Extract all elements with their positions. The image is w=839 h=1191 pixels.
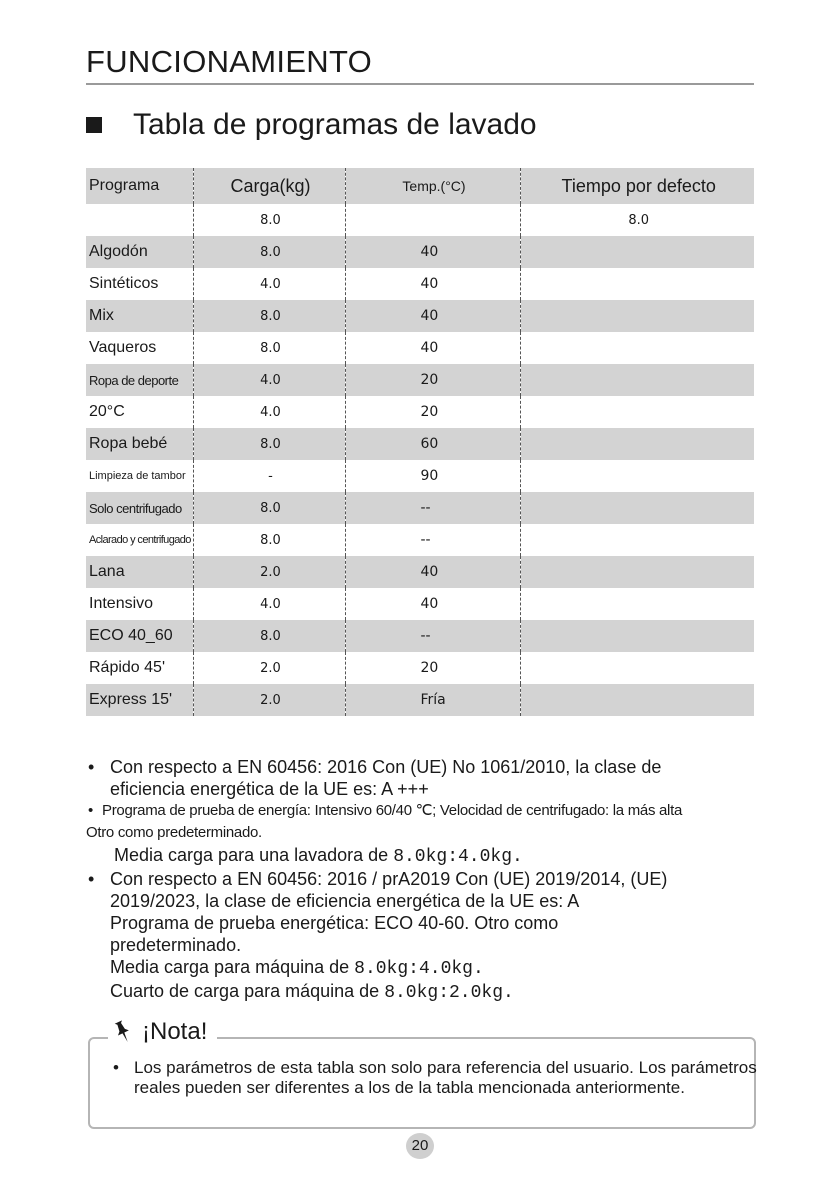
pushpin-icon xyxy=(114,1020,132,1044)
program-temp: 40 xyxy=(345,332,520,364)
note-text: Media carga para máquina de xyxy=(110,957,355,977)
program-temp: 20 xyxy=(345,652,520,684)
program-temp: 20 xyxy=(345,396,520,428)
program-time xyxy=(520,524,754,556)
program-load: 8.0 xyxy=(193,620,345,652)
program-time xyxy=(520,620,754,652)
table-row xyxy=(86,364,754,396)
note-text: Programa de prueba energética: ECO 40-60. Otro como xyxy=(110,913,559,933)
program-load: 4.0 xyxy=(193,364,345,396)
note-text: eficiencia energética de la UE es: A +++ xyxy=(110,779,429,799)
program-time xyxy=(520,364,754,396)
note-text: • Con respecto a EN 60456: 2016 Con (UE) No 1061/2010, la clase de xyxy=(110,757,662,777)
program-load: 8.0 xyxy=(193,332,345,364)
program-temp: 20 xyxy=(345,364,520,396)
program-load: 4.0 xyxy=(193,588,345,620)
header-time: Tiempo por defecto xyxy=(520,168,754,204)
page-header-title: FUNCIONAMIENTO xyxy=(86,44,373,79)
program-load: 8.0 xyxy=(193,492,345,524)
program-load: 8.0 xyxy=(193,428,345,460)
note-text: Media carga para una lavadora de xyxy=(114,845,394,865)
note-title-text: ¡Nota! xyxy=(142,1018,208,1045)
subheader-program xyxy=(86,204,193,236)
program-name: Sintéticos xyxy=(89,275,159,292)
program-load: - xyxy=(193,460,345,492)
program-time xyxy=(520,460,754,492)
program-name: Ropa de deporte xyxy=(86,364,193,396)
table-row xyxy=(86,492,754,524)
table-row xyxy=(86,396,754,428)
program-load: 4.0 xyxy=(193,396,345,428)
subheader-load: 8.0 xyxy=(193,204,345,236)
program-load: 8.0 xyxy=(193,524,345,556)
table-row xyxy=(86,652,754,684)
table-row xyxy=(86,588,754,620)
table-header-row xyxy=(86,168,754,204)
note-bullet-3 xyxy=(86,868,776,1004)
program-name: Limpieza de tambor xyxy=(89,470,186,482)
program-load: 4.0 xyxy=(193,268,345,300)
note-text: • Programa de prueba de energía: Intensivo 60/40 ℃; Velocidad de centrifugado: la más alta xyxy=(102,802,683,819)
program-time xyxy=(520,236,754,268)
table-row xyxy=(86,524,754,556)
program-name: Rápido 45' xyxy=(89,659,165,676)
header-divider xyxy=(86,83,754,85)
header-load: Carga(kg) xyxy=(193,168,345,204)
notes-section xyxy=(86,756,776,1004)
note-text: predeterminado. xyxy=(110,935,242,955)
program-time xyxy=(520,396,754,428)
program-temp: 40 xyxy=(345,588,520,620)
program-load: 2.0 xyxy=(193,652,345,684)
program-load: 2.0 xyxy=(193,556,345,588)
program-time xyxy=(520,332,754,364)
program-temp: 40 xyxy=(345,300,520,332)
program-time xyxy=(520,428,754,460)
program-name: Lana xyxy=(86,556,193,588)
note-bullet-1 xyxy=(86,756,776,800)
program-name: Solo centrifugado xyxy=(86,492,193,524)
program-temp: 90 xyxy=(345,460,520,492)
program-time xyxy=(520,684,754,716)
note-text: 2019/2023, la clase de eficiencia energética de la UE es: A xyxy=(110,891,580,911)
program-name: Ropa bebé xyxy=(86,428,193,460)
program-time xyxy=(520,652,754,684)
table-row xyxy=(86,268,754,300)
program-temp: Fría xyxy=(345,684,520,716)
table-subheader-row xyxy=(86,204,754,236)
program-load: 8.0 xyxy=(193,300,345,332)
note-value: 8.0kg:4.0kg. xyxy=(393,847,523,867)
subheader-temp xyxy=(345,204,520,236)
program-temp: 60 xyxy=(345,428,520,460)
note-value: 8.0kg:4.0kg. xyxy=(354,959,484,979)
table-row xyxy=(86,236,754,268)
note-bullet-2 xyxy=(86,800,776,822)
program-time xyxy=(520,588,754,620)
program-name: Algodón xyxy=(86,236,193,268)
program-time xyxy=(520,556,754,588)
page-number: 20 xyxy=(406,1133,434,1159)
program-name: Express 15' xyxy=(86,684,193,716)
program-temp: 40 xyxy=(345,268,520,300)
program-temp: -- xyxy=(345,492,520,524)
program-time xyxy=(520,492,754,524)
program-name: Aclarado y centrifugado xyxy=(89,534,191,546)
note-value: 8.0kg:2.0kg. xyxy=(384,983,514,1003)
program-load: 2.0 xyxy=(193,684,345,716)
section-heading xyxy=(86,108,537,142)
program-temp: 40 xyxy=(345,236,520,268)
note-box-text: • Los parámetros de esta tabla son solo para referencia del usuario. Los parámetros reales pueden ser diferentes a los de la tabla mencionada anteriormente. xyxy=(110,1058,764,1098)
table-row xyxy=(86,300,754,332)
table-row xyxy=(86,460,754,492)
table-row xyxy=(86,684,754,716)
program-temp: 40 xyxy=(345,556,520,588)
header-temp: Temp.(°C) xyxy=(345,168,520,204)
section-title: Tabla de programas de lavado xyxy=(133,108,537,141)
program-name: 20°C xyxy=(89,403,125,420)
header-program: Programa xyxy=(86,168,193,204)
note-line xyxy=(110,980,776,1004)
program-name: Intensivo xyxy=(89,595,154,612)
program-table xyxy=(86,168,754,716)
program-name: ECO 40_60 xyxy=(86,620,193,652)
program-temp: -- xyxy=(345,620,520,652)
program-time xyxy=(520,268,754,300)
note-text: Otro como predeterminado. xyxy=(86,824,262,841)
subheader-time: 8.0 xyxy=(520,204,754,236)
program-load: 8.0 xyxy=(193,236,345,268)
program-temp: -- xyxy=(345,524,520,556)
table-row xyxy=(86,620,754,652)
program-time xyxy=(520,300,754,332)
table-row xyxy=(86,428,754,460)
table-row xyxy=(86,332,754,364)
note-text: • Con respecto a EN 60456: 2016 / prA2019 Con (UE) 2019/2014, (UE) xyxy=(110,869,668,889)
program-name: Vaqueros xyxy=(89,339,157,356)
program-name: Mix xyxy=(86,300,193,332)
note-line xyxy=(110,956,776,980)
note-text: Cuarto de carga para máquina de xyxy=(110,981,385,1001)
note-line xyxy=(86,844,776,868)
square-bullet-icon xyxy=(86,117,102,133)
table-row xyxy=(86,556,754,588)
note-box-title xyxy=(108,1018,217,1046)
